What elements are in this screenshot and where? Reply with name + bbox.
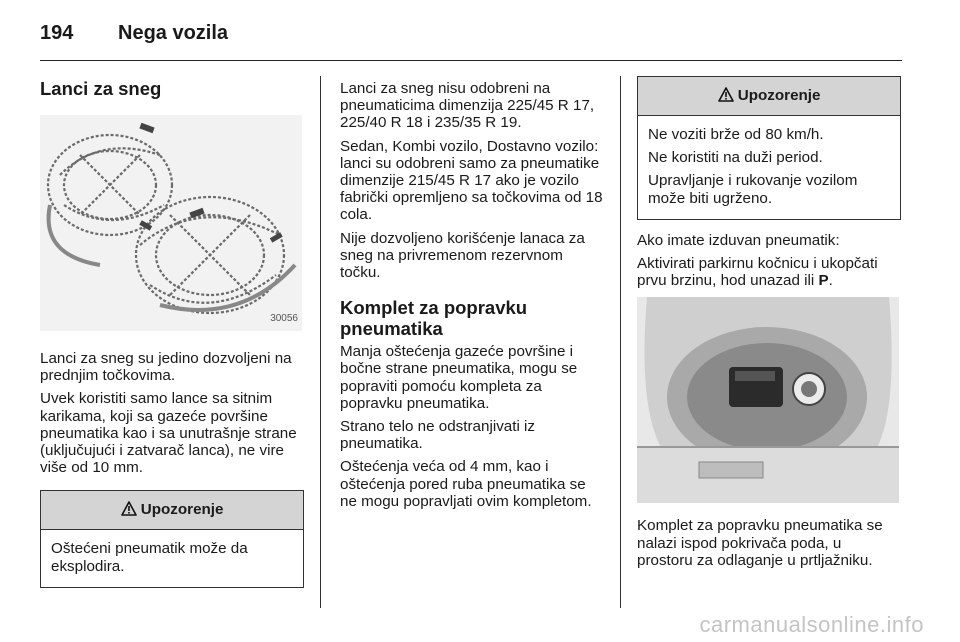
section-heading-snow-chains: Lanci za sneg [40, 78, 162, 99]
warning-title: Upozorenje [737, 87, 821, 104]
warning-item: Upravljanje i rukovanje vozilom može biti ugrženo. [648, 172, 858, 207]
paragraph: Komplet za popravku pneumatika se nalazi ispod pokrivača poda, u prostoru za odlaganje u prtljažniku. [637, 517, 883, 569]
paragraph: Manja oštećenja gazeće površine i bočne strane pneumatika, mogu se popraviti pomoću kompleta za popravku pneumatika. [340, 343, 578, 412]
paragraph: Nije dozvoljeno korišćenje lanaca za sneg na privremenom rezervnom točku. [340, 229, 585, 282]
paragraph: Aktivirati parkirnu kočnicu i ukopčati prvu brzinu, hod unazad ili P. [637, 255, 878, 290]
column-divider [620, 76, 621, 608]
warning-item: Ne koristiti na duži period. [648, 149, 823, 167]
warning-box [40, 490, 304, 587]
figure-number: 30056 [270, 312, 298, 324]
paragraph: Sedan, Kombi vozilo, Dostavno vozilo: lanci su odobreni samo za pneumatike dimenzije 215/45 R 17 ako je vozilo fabrički opremljeno sa točkovima od 18 cola. [340, 137, 603, 224]
column-3 [637, 76, 901, 575]
column-1 [40, 78, 304, 588]
paragraph: Ako imate izduvan pneumatik: [637, 231, 840, 249]
gear-p-label: P [818, 272, 829, 290]
paragraph: Oštećenja veća od 4 mm, kao i oštećenja pored ruba pneumatika se ne mogu popravljati ovim kompletom. [340, 458, 592, 510]
paragraph: Uvek koristiti samo lance sa sitnim karikama, koji sa gazeće površine pneumatika kao i sa unutrašnje strane (uključujući i zatvarač lanca), ne vire više od 10 mm. [40, 390, 297, 477]
warning-box [637, 76, 901, 220]
paragraph: Lanci za sneg su jedino dozvoljeni na prednjim točkovima. [40, 350, 292, 385]
warning-title: Upozorenje [140, 501, 224, 519]
warning-text: Oštećeni pneumatik može da eksplodira. [51, 540, 248, 575]
paragraph: Strano telo ne odstranjivati iz pneumatika. [340, 418, 536, 453]
section-heading-tire-repair-kit: Komplet za popravku pneumatika [340, 297, 528, 340]
column-2 [340, 80, 606, 516]
warning-triangle-icon [718, 87, 738, 104]
warning-triangle-icon [121, 501, 141, 518]
watermark: carmanualsonline.info [699, 612, 924, 637]
column-divider [320, 76, 321, 608]
page-header [40, 22, 228, 45]
warning-header [638, 77, 900, 116]
warning-item: Ne voziti brže od 80 km/h. [648, 126, 824, 143]
warning-header [41, 491, 303, 530]
trunk-repair-kit-illustration [637, 297, 899, 503]
header-rule [40, 60, 902, 61]
page-number: 194 [40, 22, 74, 44]
paragraph: Lanci za sneg nisu odobreni na pneumaticima dimenzija 225/45 R 17, 225/40 R 18 i 235/35 R 19. [340, 80, 595, 132]
snow-chains-illustration [40, 115, 302, 331]
page-title: Nega vozila [118, 22, 229, 44]
